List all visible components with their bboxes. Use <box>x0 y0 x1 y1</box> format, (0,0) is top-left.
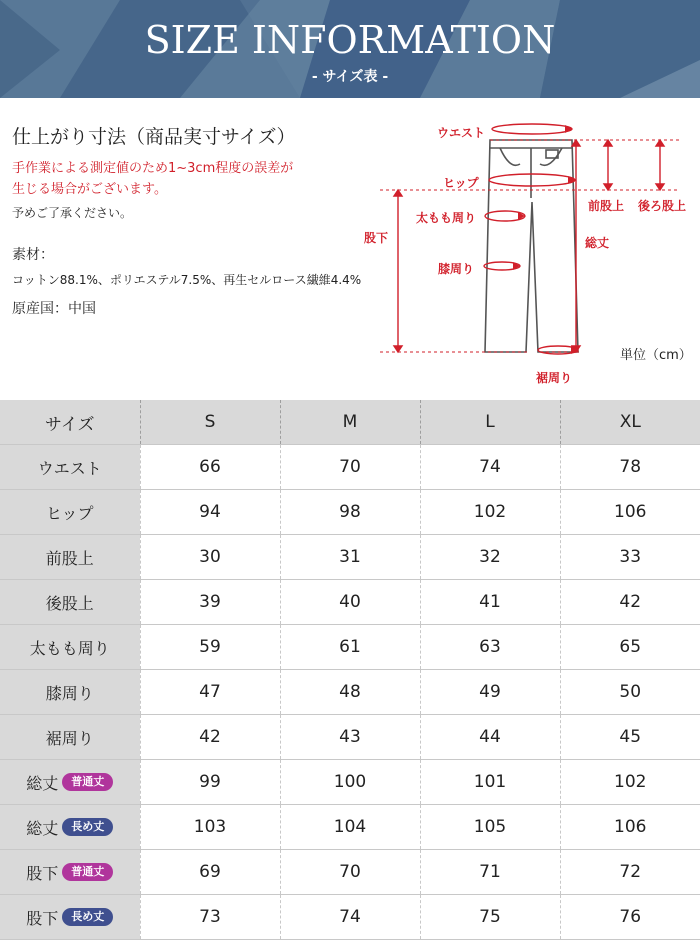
diagram-label-hip: ヒップ <box>443 176 479 190</box>
row-label-cell <box>0 805 140 850</box>
size-value-cell: 74 <box>420 445 560 490</box>
pants-outline-icon <box>485 140 578 352</box>
row-label <box>46 681 94 704</box>
size-value-cell: 105 <box>420 805 560 850</box>
size-value-cell: 70 <box>280 850 420 895</box>
size-value-cell: 101 <box>420 760 560 805</box>
size-value-cell: 61 <box>280 625 420 670</box>
row-label-text: 裾周り <box>45 728 94 748</box>
size-value-cell: 99 <box>140 760 280 805</box>
row-label-text: 前股上 <box>45 548 94 568</box>
diagram-label-inseam: 股下 <box>364 231 389 245</box>
size-value-cell: 106 <box>560 490 700 535</box>
table-row <box>0 625 700 670</box>
table-row <box>0 490 700 535</box>
diagram-label-front-rise: 前股上 <box>588 199 625 213</box>
size-value-cell: 42 <box>560 580 700 625</box>
row-label <box>26 861 113 884</box>
size-value-cell: 78 <box>560 445 700 490</box>
size-value-cell: 65 <box>560 625 700 670</box>
size-value-cell: 102 <box>420 490 560 535</box>
header-banner <box>0 0 700 98</box>
length-type-badge: 普通丈 <box>62 863 113 881</box>
size-value-cell: 63 <box>420 625 560 670</box>
row-label-cell <box>0 625 140 670</box>
size-value-cell: 66 <box>140 445 280 490</box>
size-value-cell: 40 <box>280 580 420 625</box>
size-value-cell: 102 <box>560 760 700 805</box>
size-value-cell: 43 <box>280 715 420 760</box>
row-label <box>26 771 113 794</box>
size-value-cell: 73 <box>140 895 280 940</box>
size-value-cell: 104 <box>280 805 420 850</box>
size-value-cell: 49 <box>420 670 560 715</box>
material-value: コットン88.1%、ポリエステル7.5%、再生セルロース繊維4.4% <box>12 273 362 287</box>
size-value-cell: 50 <box>560 670 700 715</box>
row-label-text: 総丈 <box>26 773 59 793</box>
row-label-cell <box>0 715 140 760</box>
length-type-badge: 長め丈 <box>62 908 113 926</box>
size-table-body <box>0 400 700 940</box>
table-row <box>0 445 700 490</box>
table-row <box>0 760 700 805</box>
table-row <box>0 805 700 850</box>
size-table <box>0 400 700 940</box>
row-label-cell <box>0 580 140 625</box>
size-value-cell: 103 <box>140 805 280 850</box>
measurement-note-line1: 手作業による測定値のため1~3cm程度の誤差が <box>12 161 294 176</box>
origin-country: 原産国：中国 <box>12 301 96 317</box>
size-value-cell: 42 <box>140 715 280 760</box>
length-type-badge: 普通丈 <box>62 773 113 791</box>
size-value-cell: 44 <box>420 715 560 760</box>
header-cell: S <box>140 400 280 445</box>
row-label-cell <box>0 535 140 580</box>
table-row <box>0 850 700 895</box>
material-label: 素材： <box>12 247 54 263</box>
size-value-cell: 106 <box>560 805 700 850</box>
diagram-label-total-length: 総丈 <box>585 236 610 250</box>
size-value-cell: 74 <box>280 895 420 940</box>
row-label-cell <box>0 670 140 715</box>
size-value-cell: 76 <box>560 895 700 940</box>
table-row <box>0 580 700 625</box>
row-label <box>38 456 102 479</box>
size-value-cell: 59 <box>140 625 280 670</box>
finished-dimensions-heading: 仕上がり寸法（商品実寸サイズ） <box>12 126 296 148</box>
diagram-label-back-rise: 後ろ股上 <box>638 199 687 213</box>
row-label <box>46 546 94 569</box>
header-cell: M <box>280 400 420 445</box>
table-row <box>0 715 700 760</box>
row-label-cell <box>0 490 140 535</box>
size-value-cell: 48 <box>280 670 420 715</box>
row-label-text: 総丈 <box>26 818 59 838</box>
length-type-badge: 長め丈 <box>62 818 113 836</box>
row-label <box>26 906 113 929</box>
size-value-cell: 45 <box>560 715 700 760</box>
size-value-cell: 47 <box>140 670 280 715</box>
row-label <box>46 591 94 614</box>
size-value-cell: 41 <box>420 580 560 625</box>
page-title: SIZE INFORMATION <box>144 18 556 62</box>
row-label <box>46 501 94 524</box>
header-cell: L <box>420 400 560 445</box>
row-label-text: 後股上 <box>45 593 94 613</box>
row-label-text: 膝周り <box>45 683 94 703</box>
row-label <box>26 816 113 839</box>
row-label-text: ヒップ <box>45 503 94 523</box>
row-label <box>30 636 110 659</box>
page-subtitle: - サイズ表 - <box>311 69 389 85</box>
row-label-text: ウエスト <box>37 458 102 478</box>
table-row <box>0 895 700 940</box>
row-label <box>46 726 94 749</box>
unit-label: 単位（cm） <box>620 348 692 363</box>
measurement-note-line3: 予めご了承ください。 <box>12 206 133 220</box>
row-label-cell <box>0 850 140 895</box>
diagram-label-knee: 膝周り <box>438 262 475 276</box>
table-row <box>0 535 700 580</box>
size-table-header-row <box>0 400 700 445</box>
row-label-text: 股下 <box>26 908 59 928</box>
row-label-cell <box>0 445 140 490</box>
size-value-cell: 75 <box>420 895 560 940</box>
header-cell: サイズ <box>0 400 140 445</box>
row-label-text: 股下 <box>26 863 59 883</box>
diagram-label-hem: 裾周り <box>536 371 573 385</box>
size-value-cell: 39 <box>140 580 280 625</box>
header-cell: XL <box>560 400 700 445</box>
size-value-cell: 100 <box>280 760 420 805</box>
row-label-cell <box>0 895 140 940</box>
measurement-note <box>12 158 293 200</box>
measurement-note-line2: 生じる場合がございます。 <box>12 182 167 197</box>
size-value-cell: 31 <box>280 535 420 580</box>
size-value-cell: 72 <box>560 850 700 895</box>
size-value-cell: 70 <box>280 445 420 490</box>
size-value-cell: 98 <box>280 490 420 535</box>
row-label-cell <box>0 760 140 805</box>
size-value-cell: 30 <box>140 535 280 580</box>
table-row <box>0 670 700 715</box>
diagram-label-waist: ウエスト <box>437 126 486 140</box>
diagram-label-thigh: 太もも周り <box>416 211 477 225</box>
size-value-cell: 69 <box>140 850 280 895</box>
size-value-cell: 71 <box>420 850 560 895</box>
size-value-cell: 33 <box>560 535 700 580</box>
size-value-cell: 32 <box>420 535 560 580</box>
row-label-text: 太もも周り <box>29 638 110 658</box>
size-value-cell: 94 <box>140 490 280 535</box>
